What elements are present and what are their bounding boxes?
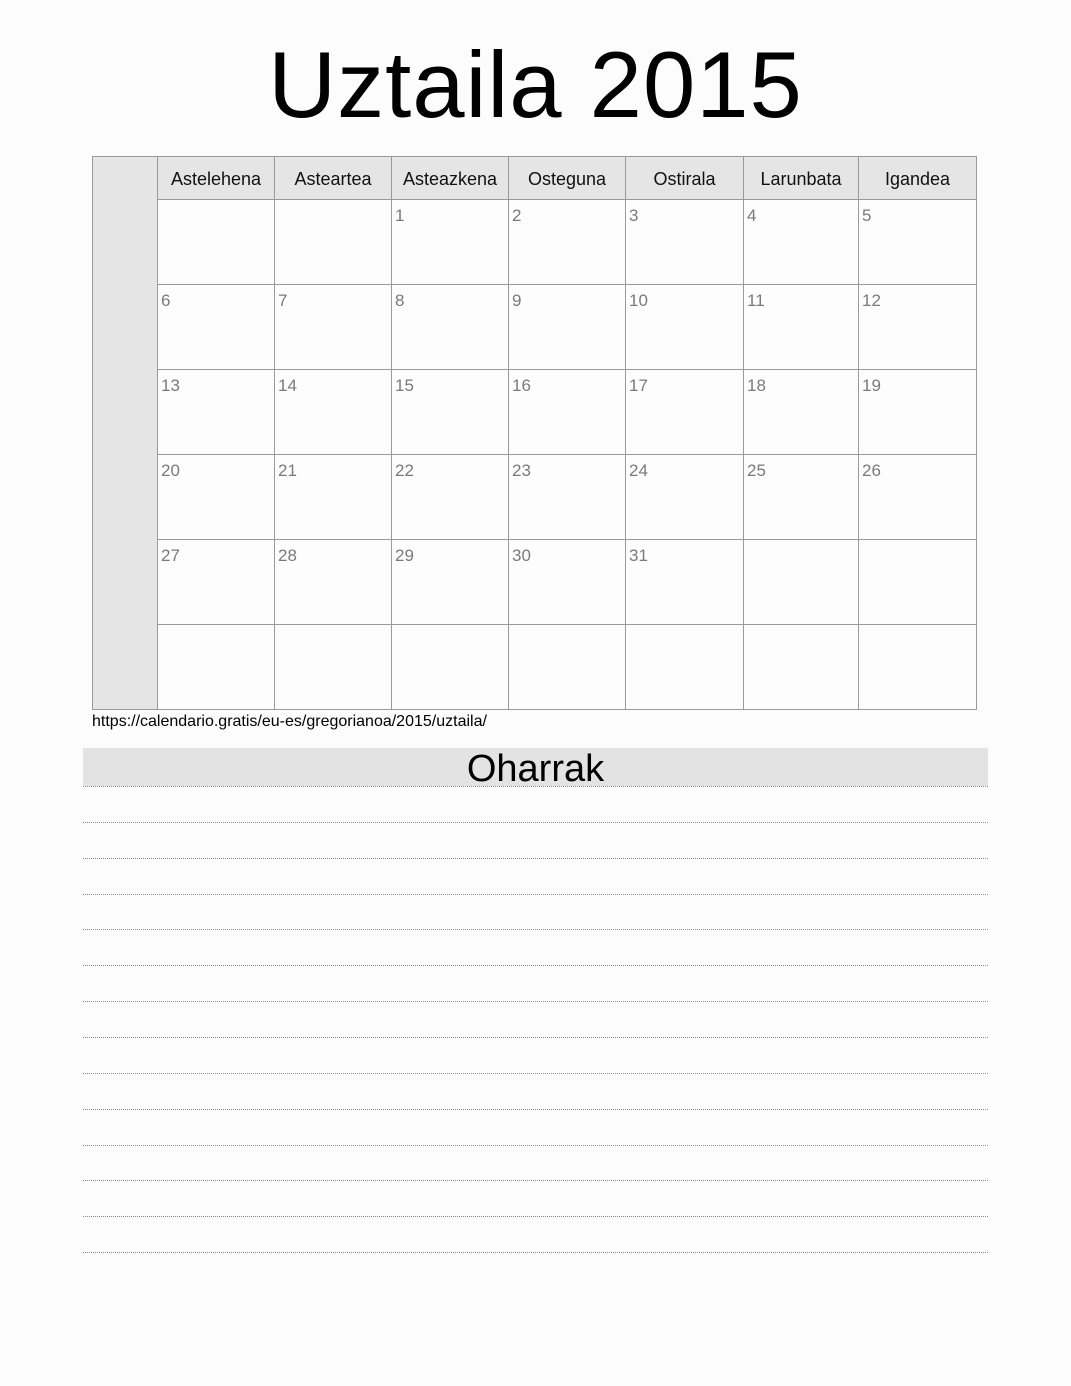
day-cell	[509, 625, 626, 709]
weekday-header-cell: Osteguna	[509, 157, 626, 199]
day-cell	[509, 455, 626, 540]
day-cell	[275, 540, 392, 625]
day-cell	[859, 455, 976, 540]
day-cell	[392, 540, 509, 625]
weekday-header-cell: Igandea	[884, 169, 951, 189]
day-number: 1	[395, 206, 405, 225]
day-cell	[626, 285, 744, 370]
day-cell	[626, 540, 744, 625]
day-number: 2	[512, 206, 522, 225]
day-cell	[392, 625, 509, 709]
note-line	[83, 894, 988, 895]
weekday-header-cell: Asteartea	[275, 157, 392, 199]
day-cell	[275, 200, 392, 285]
note-line	[83, 786, 988, 787]
page-title: Uztaila 2015	[268, 32, 803, 137]
day-cell	[859, 285, 976, 370]
day-number: 23	[512, 461, 531, 480]
day-number: 20	[161, 461, 180, 480]
day-number: 3	[629, 206, 639, 225]
day-number: 25	[747, 461, 766, 480]
note-line	[83, 1109, 988, 1110]
weekday-header-cell: Asteazkena	[392, 157, 509, 199]
day-number: 26	[862, 461, 881, 480]
note-line	[83, 1180, 988, 1181]
day-cell	[744, 625, 859, 709]
note-line	[83, 858, 988, 859]
day-cell	[626, 625, 744, 709]
day-cell	[275, 455, 392, 540]
note-line	[83, 1037, 988, 1038]
day-cell	[744, 540, 859, 625]
day-cell	[859, 540, 976, 625]
day-cell	[744, 370, 859, 455]
day-cell	[509, 370, 626, 455]
weekday-header-cell: Astelehena	[158, 157, 275, 199]
day-cell	[392, 370, 509, 455]
day-number: 12	[862, 291, 881, 310]
note-line	[83, 929, 988, 930]
weekday-header-cell: Ostirala	[626, 157, 744, 199]
day-number: 19	[862, 376, 881, 395]
note-line	[83, 1145, 988, 1146]
day-cell	[744, 455, 859, 540]
day-cell	[626, 455, 744, 540]
day-cell	[509, 285, 626, 370]
calendar-grid	[92, 156, 977, 710]
day-cell	[392, 285, 509, 370]
day-number: 22	[395, 461, 414, 480]
day-cell	[392, 455, 509, 540]
day-number: 27	[161, 546, 180, 565]
day-cell	[392, 200, 509, 285]
day-cell	[275, 625, 392, 709]
day-number: 16	[512, 376, 531, 395]
note-line	[83, 1252, 988, 1253]
day-cell	[158, 540, 275, 625]
day-number: 5	[862, 206, 872, 225]
day-number: 7	[278, 291, 288, 310]
day-number: 15	[395, 376, 414, 395]
day-number: 11	[747, 291, 765, 310]
day-number: 21	[278, 461, 297, 480]
day-cell	[744, 285, 859, 370]
day-cell	[158, 200, 275, 285]
day-number: 24	[629, 461, 648, 480]
day-number: 14	[278, 376, 297, 395]
note-line	[83, 965, 988, 966]
day-grid	[158, 200, 976, 709]
day-cell	[509, 540, 626, 625]
day-number: 18	[747, 376, 766, 395]
day-number: 9	[512, 291, 522, 310]
day-number: 8	[395, 291, 405, 310]
day-number: 30	[512, 546, 531, 565]
day-cell	[158, 625, 275, 709]
day-cell	[626, 370, 744, 455]
note-line	[83, 1001, 988, 1002]
day-cell	[859, 625, 976, 709]
day-number: 28	[278, 546, 297, 565]
note-line	[83, 1216, 988, 1217]
source-url: https://calendario.gratis/eu-es/gregorianoa/2015/uztaila/	[92, 713, 487, 730]
day-cell	[509, 200, 626, 285]
weekday-header-cell: Larunbata	[744, 157, 859, 199]
day-cell	[275, 370, 392, 455]
day-number: 31	[629, 546, 648, 565]
day-cell	[158, 455, 275, 540]
weekday-header	[158, 157, 976, 200]
note-line	[83, 1073, 988, 1074]
notes-title: Oharrak	[83, 748, 988, 786]
day-cell	[275, 285, 392, 370]
day-number: 17	[629, 376, 648, 395]
day-cell	[158, 285, 275, 370]
note-line	[83, 822, 988, 823]
day-number: 6	[161, 291, 171, 310]
day-number: 13	[161, 376, 180, 395]
day-cell	[859, 200, 976, 285]
day-number: 4	[747, 206, 757, 225]
day-cell	[744, 200, 859, 285]
day-number: 10	[629, 291, 648, 310]
day-cell	[859, 370, 976, 455]
day-number: 29	[395, 546, 414, 565]
day-cell	[626, 200, 744, 285]
day-cell	[158, 370, 275, 455]
week-number-column	[93, 157, 158, 709]
